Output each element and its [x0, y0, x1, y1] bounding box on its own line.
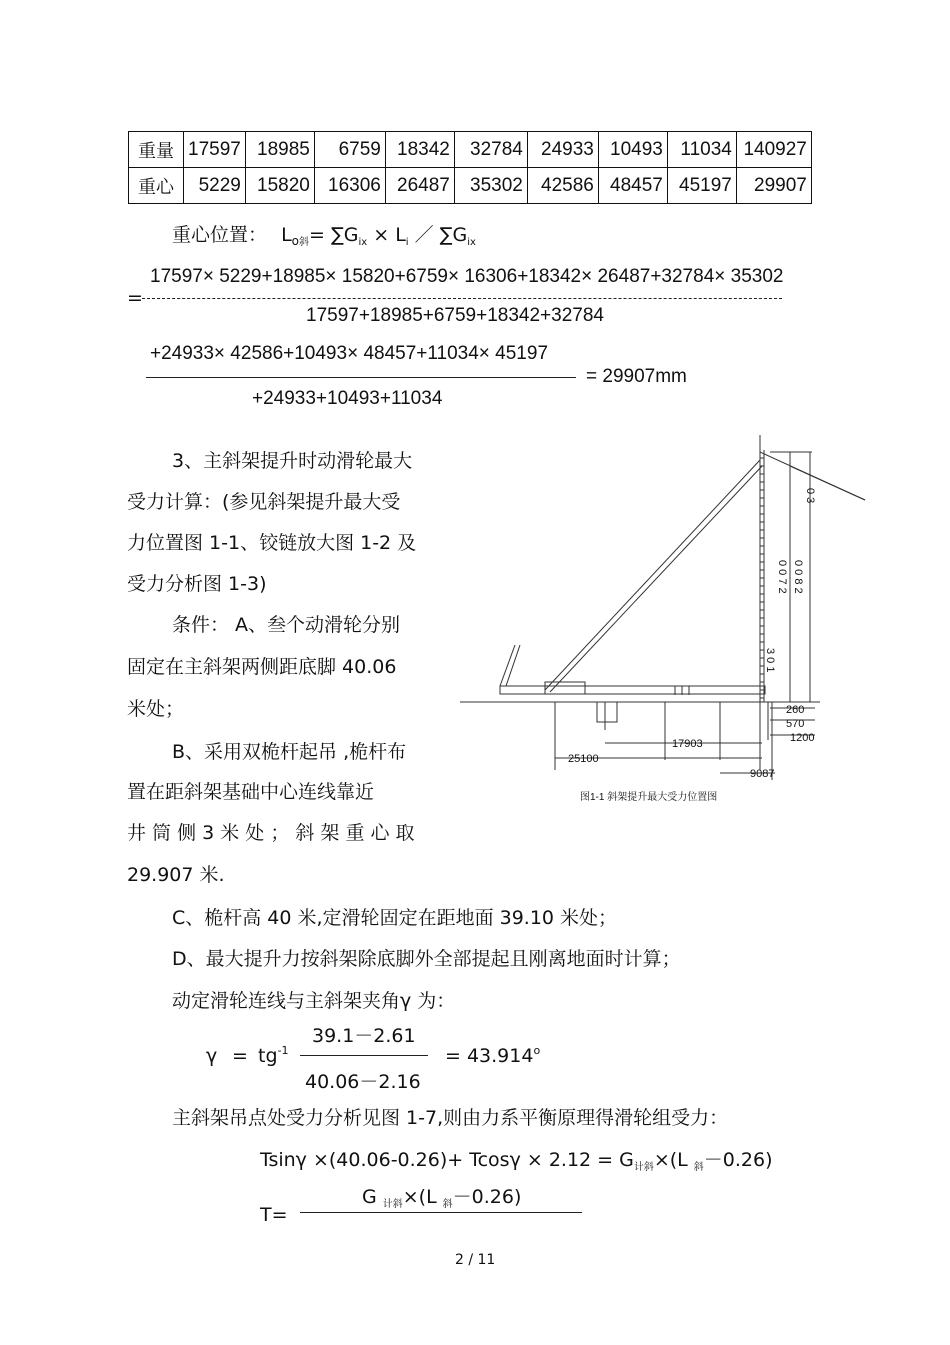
- table-cell: 5229: [184, 168, 246, 204]
- s3-line: 井 筒 侧 3 米 处 ； 斜 架 重 心 取: [127, 822, 415, 844]
- table-cell: 24933: [527, 132, 598, 168]
- table-cell: 11034: [667, 132, 736, 168]
- weight-cg-table: [128, 131, 812, 204]
- s3-line: 受力分析图 1-3): [127, 573, 267, 595]
- dim-label: 260: [786, 704, 805, 716]
- table-cell: 18342: [385, 132, 454, 168]
- table-cell: 26487: [385, 168, 454, 204]
- T-numerator: G $_{计斜}$×(L $_斜$－0.26): [362, 1186, 522, 1210]
- cg-sub-i: i: [405, 237, 409, 248]
- calc-numerator-1: 17597× 5229+18985× 15820+6759× 16306+18342× 26487+32784× 35302: [150, 266, 784, 287]
- fraction-bar-1: [142, 298, 782, 299]
- s3-line: 3、主斜架提升时动滑轮最大: [172, 450, 413, 472]
- calc-denominator-1: 17597+18985+6759+18342+32784: [306, 305, 604, 326]
- vertical-dim-label: 3 0 1: [764, 648, 776, 673]
- angle-intro: 动定滑轮连线与主斜架夹角γ 为：: [172, 990, 456, 1012]
- gamma-tg: $tg^{-1}$: [258, 1044, 289, 1067]
- table-cell: 17597: [184, 132, 246, 168]
- gamma-result: = $43.914^o$: [445, 1044, 541, 1067]
- table-cell: 140927: [736, 132, 811, 168]
- table-cell: 6759: [314, 132, 385, 168]
- table-cell: 32784: [454, 132, 527, 168]
- vertical-dim-label: 0 0 7 2: [776, 560, 788, 594]
- gamma-eq: =: [232, 1045, 248, 1067]
- table-row: [129, 132, 812, 168]
- table-cell: 29907: [736, 168, 811, 204]
- calc-numerator-2: +24933× 42586+10493× 48457+11034× 45197: [150, 343, 549, 364]
- s3-line: 力位置图 1-1、铰链放大图 1-2 及: [127, 532, 417, 554]
- cg-times: × L: [367, 224, 406, 246]
- dim-label: 1200: [790, 732, 815, 744]
- s3-line: B、采用双桅杆起吊 ,桅杆布: [172, 741, 407, 763]
- lifting-position-figure: [460, 430, 880, 810]
- T-label: T=: [260, 1204, 288, 1226]
- vertical-dim-label: 0 0 8 2: [792, 560, 804, 594]
- fraction-bar-2: [146, 377, 576, 378]
- T-fraction-bar: [300, 1212, 582, 1213]
- table-cell: 42586: [527, 168, 598, 204]
- vertical-dim-label: 0 3: [804, 488, 816, 504]
- table-row: [129, 168, 812, 204]
- page-number: 2 / 11: [455, 1252, 496, 1268]
- cg-L: L: [281, 224, 292, 246]
- cg-formula: [172, 220, 476, 247]
- s3-line: 受力计算：(参见斜架提升最大受: [127, 491, 401, 513]
- table-cell: 16306: [314, 168, 385, 204]
- table-cell: 48457: [598, 168, 667, 204]
- table-cell: 15820: [245, 168, 314, 204]
- gamma-denominator: 40.06－2.16: [305, 1071, 421, 1093]
- row-label: 重心: [129, 168, 184, 204]
- s3-line: 固定在主斜架两侧距底脚 40.06: [127, 656, 397, 678]
- dim-label: 570: [786, 718, 805, 730]
- table-cell: 45197: [667, 168, 736, 204]
- gamma-fraction-bar: [300, 1055, 428, 1056]
- calc-denominator-2: +24933+10493+11034: [252, 388, 443, 409]
- condition-d: D、最大提升力按斜架除底脚外全部提起且刚离地面时计算；: [172, 948, 681, 970]
- cg-slash: ／ ∑G: [408, 224, 468, 246]
- force-intro: 主斜架吊点处受力分析见图 1-7,则由力系平衡原理得滑轮组受力：: [172, 1107, 729, 1129]
- dim-label: 9087: [750, 768, 775, 780]
- s3-line: 米处；: [127, 698, 185, 720]
- s3-line: 29.907 米.: [127, 864, 225, 886]
- condition-c: C、桅杆高 40 米,定滑轮固定在距地面 39.10 米处；: [172, 907, 618, 929]
- cg-sub-ix: ix: [358, 237, 368, 248]
- cg-o: o: [291, 234, 299, 248]
- cg-sub-ix2: ix: [467, 237, 476, 248]
- table-cell: 18985: [245, 132, 314, 168]
- calc-result: = 29907mm: [586, 366, 687, 387]
- figure-caption: 图1-1 斜架提升最大受力位置图: [580, 792, 718, 803]
- s3-line: 置在距斜架基础中心连线靠近: [127, 781, 375, 803]
- calc-eq-sign: =: [127, 287, 143, 309]
- row-label: 重量: [129, 132, 184, 168]
- gamma-symbol: γ: [206, 1045, 218, 1067]
- cg-sub-xie: 斜: [299, 237, 309, 248]
- s3-line: 条件： A、叁个动滑轮分别: [172, 614, 401, 636]
- table-cell: 10493: [598, 132, 667, 168]
- force-equation: $Tsin\gamma \times(40.06-0.26)+ Tcos\gamma \times 2.12 = G_{计斜}\times(L$ $_斜$－0.26): [260, 1149, 773, 1173]
- gamma-numerator: 39.1－2.61: [312, 1025, 416, 1047]
- table-cell: 35302: [454, 168, 527, 204]
- cg-prefix: 重心位置：: [172, 224, 268, 246]
- cg-eq: = ∑G: [309, 224, 359, 246]
- dim-label: 25100: [568, 753, 599, 765]
- dim-label: 17903: [672, 738, 703, 750]
